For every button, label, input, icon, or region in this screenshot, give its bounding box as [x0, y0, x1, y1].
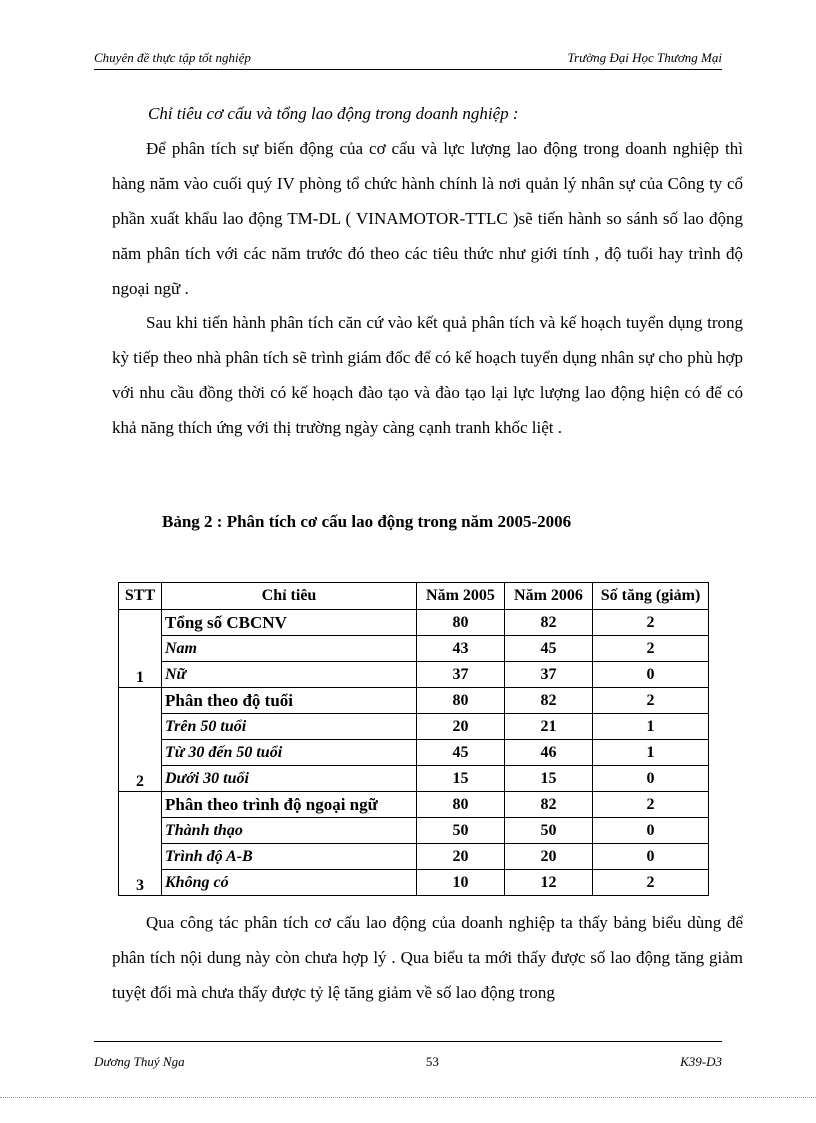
value-2006-cell: 82 — [505, 610, 593, 636]
table-caption: Bảng 2 : Phân tích cơ cấu lao động trong năm 2005-2006 — [162, 512, 572, 531]
labor-structure-table — [118, 582, 709, 896]
indicator-cell: Từ 30 đến 50 tuổi — [162, 740, 417, 766]
change-cell: 0 — [593, 766, 709, 792]
paragraph-2 — [112, 305, 743, 445]
value-2005-cell: 10 — [417, 870, 505, 896]
indicator-cell: Phân theo trình độ ngoại ngữ — [162, 792, 417, 818]
paragraph-2-text: Sau khi tiến hành phân tích căn cứ vào kết quả phân tích và kế hoạch tuyển dụng trong kỳ tiếp theo nhà phân tích sẽ trình giám đốc để có kế hoạch tuyển dụng nhân sự cho phù hợp với nhu cầu đồng thời có kế hoạch đào tạo và đào tạo lại lực lượng lao động hiện có để có khả năng thích ứng với thị trường ngày càng cạnh tranh khốc liệt . — [112, 313, 743, 437]
change-cell: 0 — [593, 818, 709, 844]
change-cell: 1 — [593, 740, 709, 766]
table-row — [119, 740, 709, 766]
footer-author: Dương Thuý Nga — [94, 1054, 185, 1069]
change-cell: 2 — [593, 610, 709, 636]
stt-cell: 3 — [119, 792, 162, 896]
header-right-text: Trường Đại Học Thương Mại — [567, 50, 722, 65]
value-2006-cell: 45 — [505, 636, 593, 662]
page-bottom-dotted-rule — [0, 1097, 816, 1098]
table-row — [119, 870, 709, 896]
change-cell: 2 — [593, 636, 709, 662]
footer-class-code: K39-D3 — [680, 1054, 722, 1069]
header-2006: Năm 2006 — [505, 583, 593, 610]
value-2006-cell: 15 — [505, 766, 593, 792]
value-2005-cell: 43 — [417, 636, 505, 662]
header-stt: STT — [119, 583, 162, 610]
change-cell: 1 — [593, 714, 709, 740]
indicator-cell: Phân theo độ tuổi — [162, 688, 417, 714]
value-2006-cell: 46 — [505, 740, 593, 766]
value-2006-cell: 82 — [505, 688, 593, 714]
table-row — [119, 792, 709, 818]
paragraph-3-text: Qua công tác phân tích cơ cấu lao động của doanh nghiệp ta thấy bảng biểu dùng để phân tích nội dung này còn chưa hợp lý . Qua biểu ta mới thấy được số lao động tăng giảm tuyệt đối mà chưa thấy được tỷ lệ tăng giảm về số lao động trong — [112, 913, 743, 1002]
header-left-text: Chuyên đề thực tập tốt nghiệp — [94, 50, 251, 65]
indicator-cell: Thành thạo — [162, 818, 417, 844]
value-2005-cell: 50 — [417, 818, 505, 844]
table-row — [119, 636, 709, 662]
value-2005-cell: 20 — [417, 714, 505, 740]
stt-cell: 2 — [119, 688, 162, 792]
table-row — [119, 714, 709, 740]
indicator-cell: Không có — [162, 870, 417, 896]
page-footer — [94, 1041, 722, 1070]
table-row — [119, 844, 709, 870]
header-indicator: Chỉ tiêu — [162, 583, 417, 610]
change-cell: 2 — [593, 688, 709, 714]
paragraph-3 — [112, 905, 743, 1010]
page-number: 53 — [425, 1054, 439, 1069]
change-cell: 0 — [593, 844, 709, 870]
table-row — [119, 610, 709, 636]
table-row — [119, 766, 709, 792]
indicator-cell: Trên 50 tuổi — [162, 714, 417, 740]
value-2006-cell: 37 — [505, 662, 593, 688]
value-2005-cell: 80 — [417, 688, 505, 714]
value-2006-cell: 82 — [505, 792, 593, 818]
value-2005-cell: 37 — [417, 662, 505, 688]
change-cell: 2 — [593, 792, 709, 818]
value-2006-cell: 21 — [505, 714, 593, 740]
header-change: Số tăng (giảm) — [593, 583, 709, 610]
paragraph-1 — [112, 131, 743, 306]
table-row — [119, 688, 709, 714]
table-row — [119, 662, 709, 688]
value-2006-cell: 50 — [505, 818, 593, 844]
value-2005-cell: 15 — [417, 766, 505, 792]
section-heading: Chỉ tiêu cơ cấu và tổng lao động trong doanh nghiệp : — [148, 104, 519, 123]
value-2005-cell: 80 — [417, 610, 505, 636]
indicator-cell: Nữ — [162, 662, 417, 688]
indicator-cell: Tổng số CBCNV — [162, 610, 417, 636]
value-2005-cell: 20 — [417, 844, 505, 870]
indicator-cell: Trình độ A-B — [162, 844, 417, 870]
indicator-cell: Nam — [162, 636, 417, 662]
indicator-cell: Dưới 30 tuổi — [162, 766, 417, 792]
change-cell: 2 — [593, 870, 709, 896]
value-2006-cell: 20 — [505, 844, 593, 870]
page-header — [94, 50, 722, 70]
value-2006-cell: 12 — [505, 870, 593, 896]
value-2005-cell: 45 — [417, 740, 505, 766]
table-header-row — [119, 583, 709, 610]
paragraph-1-text: Để phân tích sự biến động của cơ cấu và lực lượng lao động trong doanh nghiệp thì hàng năm vào cuối quý IV phòng tổ chức hành chính là nơi quản lý nhân sự của Công ty cổ phần xuất khẩu lao động TM-DL ( VINAMOTOR-TTLC )sẽ tiến hành so sánh số lao động năm phân tích với các năm trước đó theo các tiêu thức như giới tính , độ tuổi hay trình độ ngoại ngữ . — [112, 139, 743, 298]
stt-cell: 1 — [119, 610, 162, 688]
change-cell: 0 — [593, 662, 709, 688]
table-row — [119, 818, 709, 844]
value-2005-cell: 80 — [417, 792, 505, 818]
header-2005: Năm 2005 — [417, 583, 505, 610]
